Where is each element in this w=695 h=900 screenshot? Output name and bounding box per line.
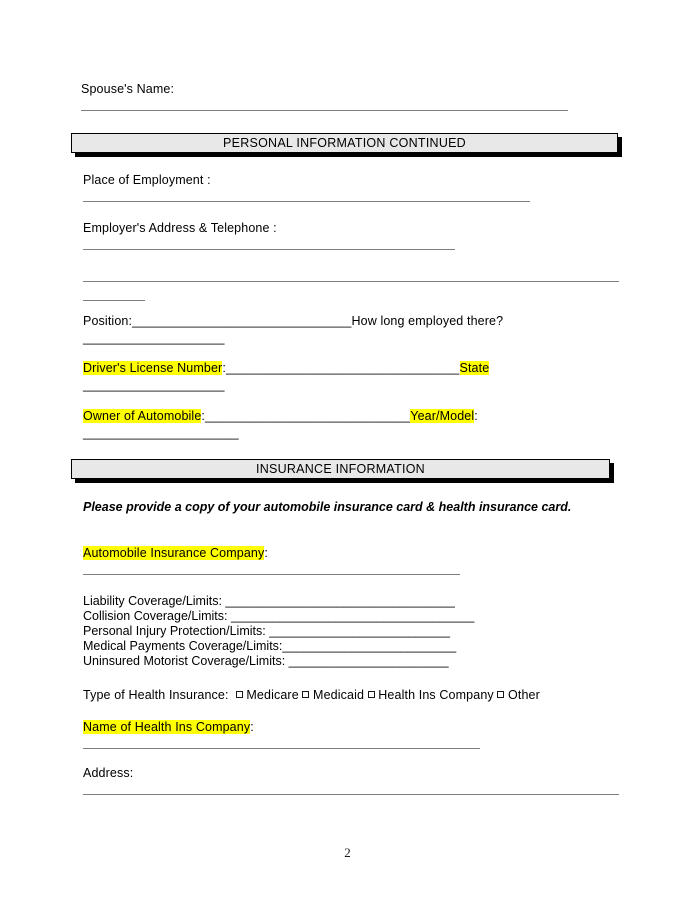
health-insurance-company-rule	[83, 748, 480, 749]
coverage-row-personal-injury-protection	[83, 624, 450, 639]
checkbox-label-medicare[interactable]: Medicare	[246, 688, 299, 702]
employer-address-rule-3	[83, 300, 145, 301]
checkbox-medicare[interactable]	[236, 691, 243, 698]
checkbox-label-medicaid[interactable]: Medicaid	[313, 688, 365, 702]
health-insurance-type-row	[83, 688, 540, 703]
place-of-employment-rule	[83, 201, 530, 202]
section-header-insurance-information-label: INSURANCE INFORMATION	[256, 462, 425, 476]
health-insurance-company-colon: :	[250, 720, 254, 734]
owner-of-automobile-row	[83, 409, 478, 424]
checkbox-label-other[interactable]: Other	[508, 688, 540, 702]
coverage-label-collision: Collision Coverage/Limits:	[83, 609, 228, 623]
health-insurance-type-label: Type of Health Insurance:	[83, 688, 229, 702]
state-blank[interactable]: ____________________	[83, 378, 225, 392]
drivers-license-label: Driver's License Number	[83, 361, 223, 375]
employer-address-telephone-label: Employer's Address & Telephone :	[83, 221, 277, 235]
automobile-insurance-company-row	[83, 546, 268, 561]
automobile-insurance-company-colon: :	[264, 546, 268, 560]
position-label: Position:	[83, 314, 133, 328]
owner-of-automobile-label: Owner of Automobile	[83, 409, 202, 423]
address-label: Address:	[83, 766, 134, 780]
section-header-personal-information	[71, 133, 618, 153]
coverage-label-uninsured-motorist: Uninsured Motorist Coverage/Limits:	[83, 654, 286, 668]
drivers-license-blank[interactable]: _________________________________	[225, 361, 460, 375]
insurance-copy-notice: Please provide a copy of your automobile insurance card & health insurance card.	[83, 500, 572, 514]
address-rule	[83, 794, 619, 795]
coverage-blank-liability[interactable]: _________________________________	[221, 594, 455, 608]
spouse-name-rule	[81, 110, 568, 111]
year-model-blank[interactable]: ______________________	[83, 426, 239, 440]
automobile-insurance-company-rule	[83, 574, 460, 575]
owner-of-automobile-blank[interactable]: _____________________________	[205, 409, 411, 423]
coverage-blank-uninsured-motorist[interactable]: _______________________	[285, 654, 449, 668]
page-number: 2	[344, 845, 351, 860]
coverage-blank-personal-injury-protection[interactable]: __________________________	[265, 624, 450, 638]
coverage-row-liability	[83, 594, 455, 609]
checkbox-label-health-ins-company[interactable]: Health Ins Company	[378, 688, 494, 702]
employer-address-rule-2	[83, 281, 619, 282]
state-label: State	[459, 361, 490, 375]
section-header-personal-information-label: PERSONAL INFORMATION CONTINUED	[223, 136, 466, 150]
coverage-label-medical-payments: Medical Payments Coverage/Limits:	[83, 639, 283, 653]
drivers-license-row	[83, 361, 489, 376]
coverage-row-medical-payments	[83, 639, 456, 654]
position-blank[interactable]: _______________________________	[132, 314, 352, 328]
coverage-label-liability: Liability Coverage/Limits:	[83, 594, 222, 608]
place-of-employment-label: Place of Employment :	[83, 173, 211, 187]
coverage-blank-collision[interactable]: ___________________________________	[227, 609, 475, 623]
health-insurance-company-label: Name of Health Ins Company	[83, 720, 251, 734]
drivers-license-colon: :	[222, 361, 226, 375]
position-row	[83, 314, 503, 329]
automobile-insurance-company-label: Automobile Insurance Company	[83, 546, 265, 560]
how-long-employed-label: How long employed there?	[351, 314, 504, 328]
coverage-row-collision	[83, 609, 474, 624]
employer-address-rule-1	[83, 249, 455, 250]
health-insurance-company-row	[83, 720, 254, 735]
section-header-insurance-information	[71, 459, 610, 479]
checkbox-health-ins-company[interactable]	[368, 691, 375, 698]
coverage-blank-medical-payments[interactable]: _________________________	[282, 639, 457, 653]
owner-of-automobile-colon: :	[201, 409, 206, 423]
coverage-row-uninsured-motorist	[83, 654, 449, 669]
coverage-label-personal-injury-protection: Personal Injury Protection/Limits:	[83, 624, 266, 638]
year-model-colon: :	[474, 409, 478, 423]
year-model-label: Year/Model	[410, 409, 475, 423]
how-long-employed-blank[interactable]: ____________________	[83, 331, 225, 345]
spouse-name-label: Spouse's Name:	[81, 82, 175, 96]
